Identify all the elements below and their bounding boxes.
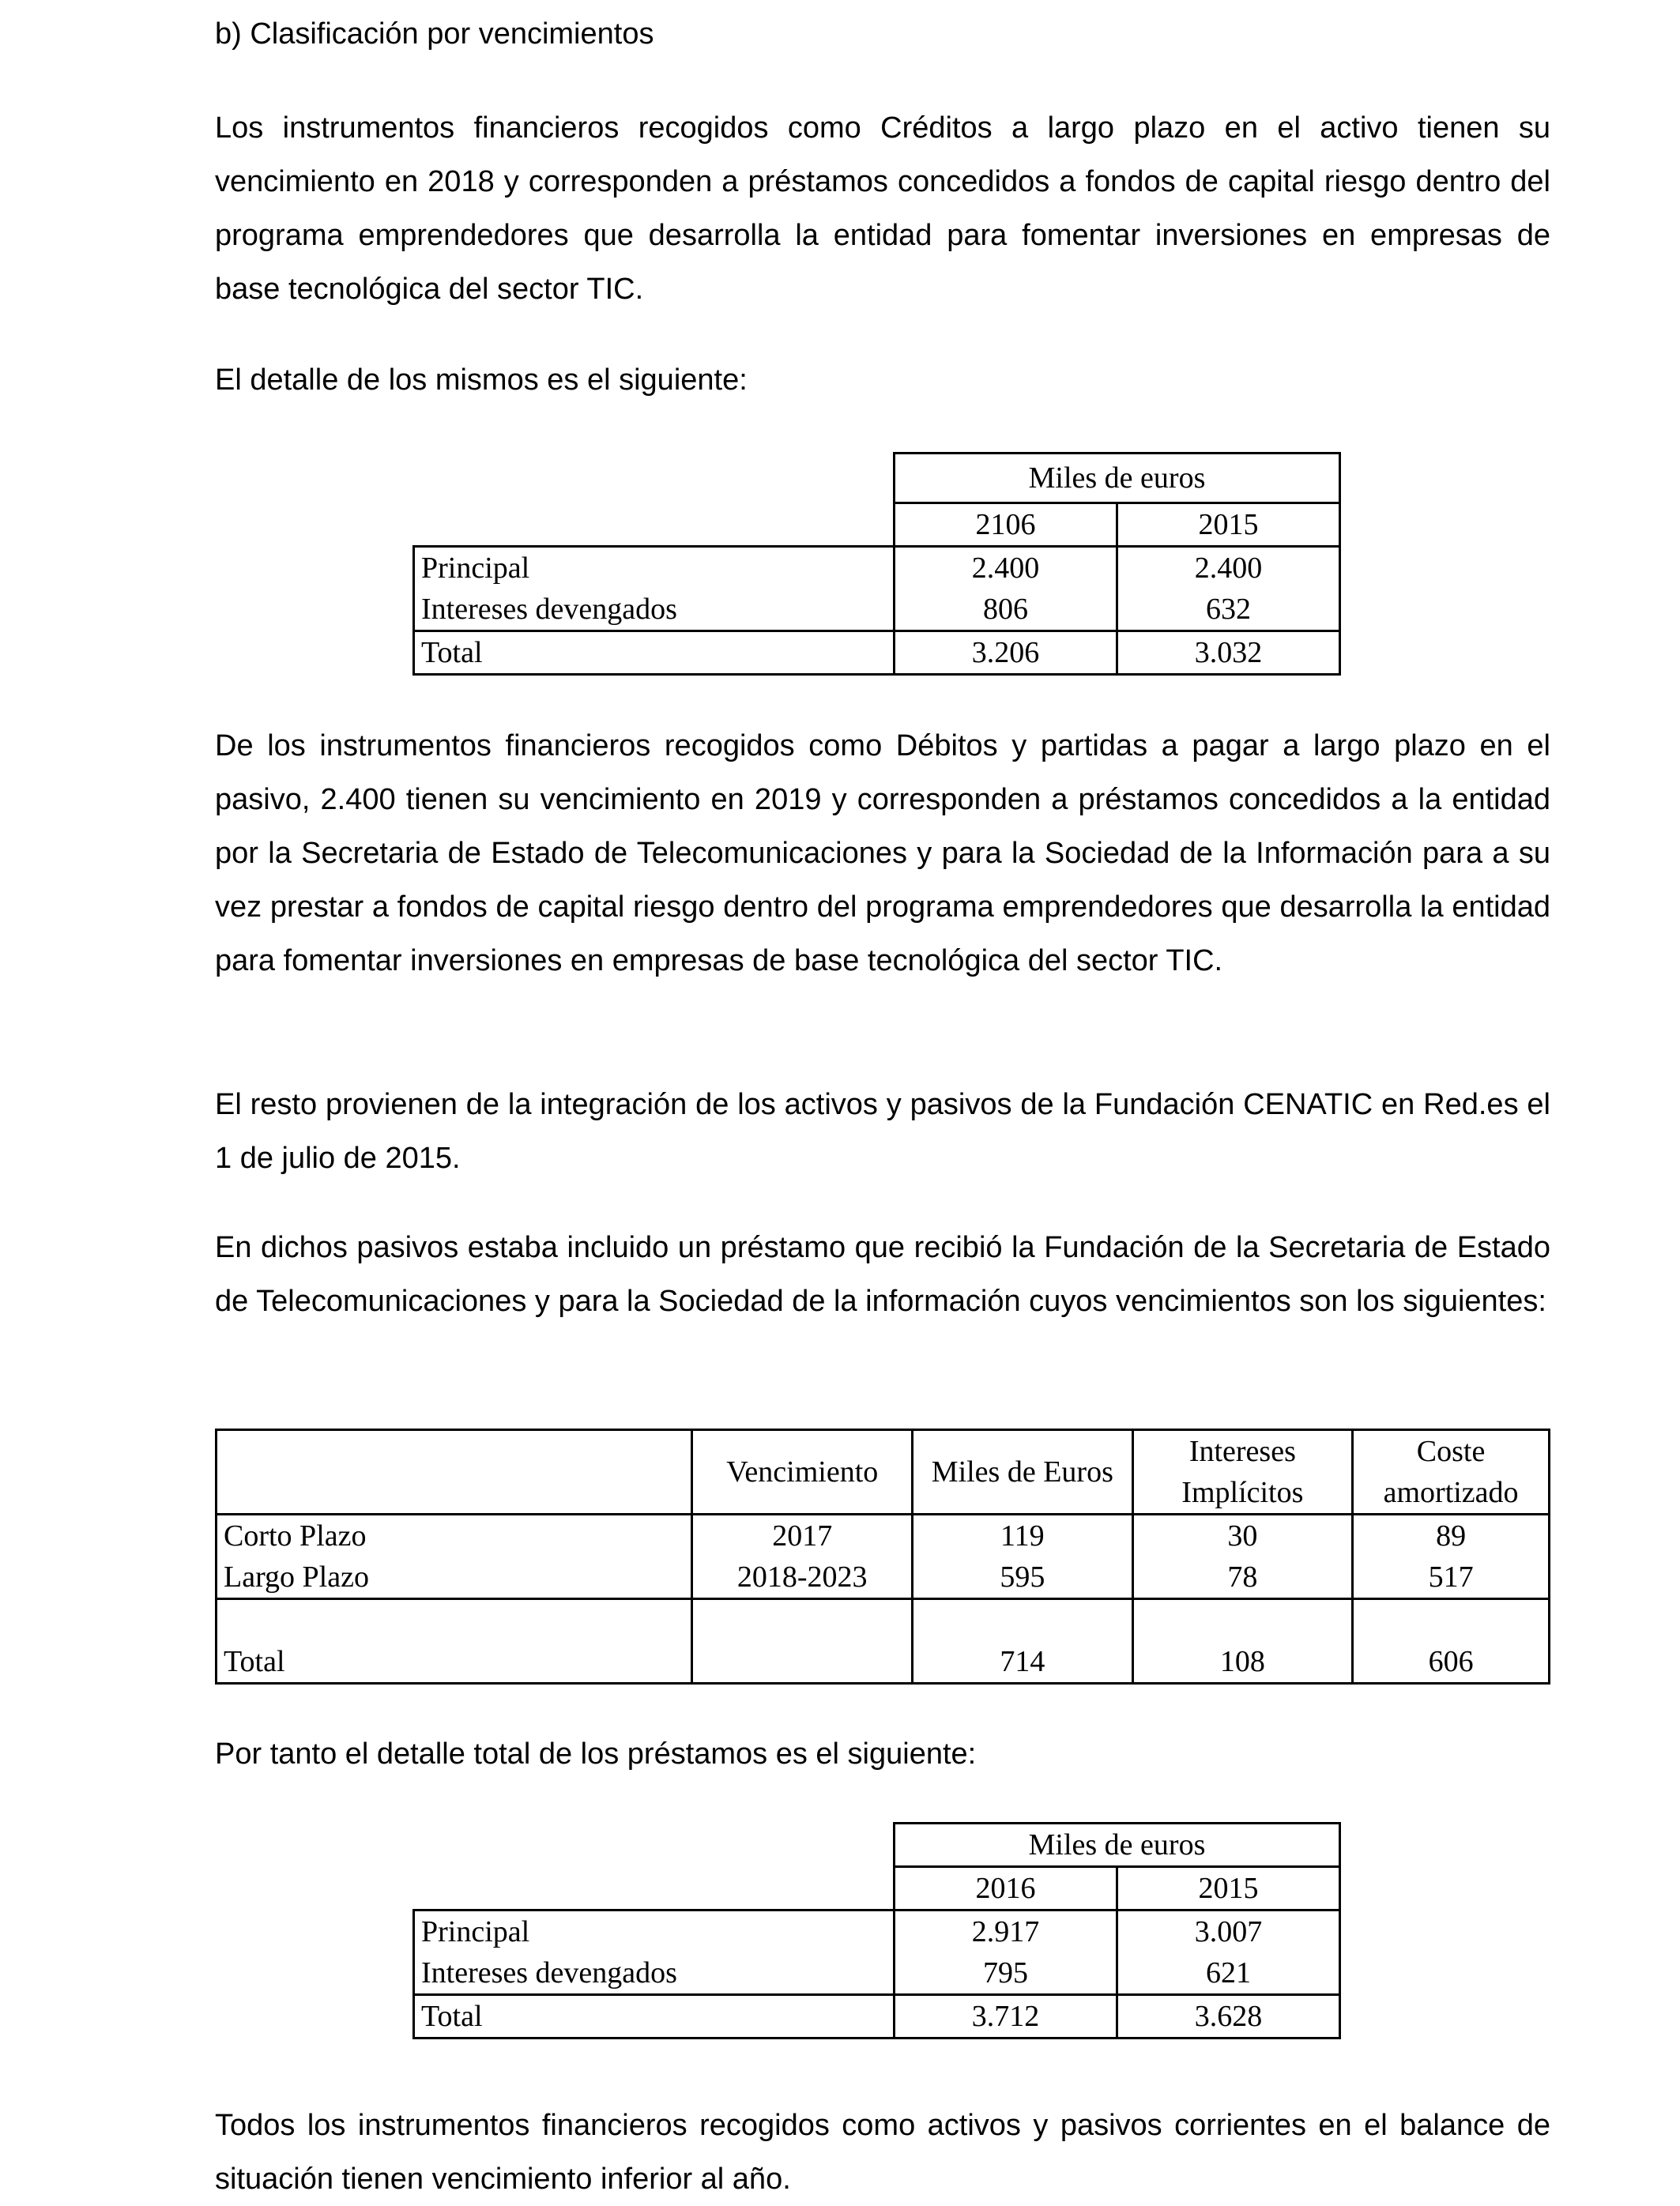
table3-header: Miles de euros [895,1824,1340,1867]
table2-row-label: Corto Plazo [217,1515,692,1557]
table3-cell: 3.628 [1117,1995,1340,2038]
table2-cell: 78 [1132,1557,1353,1599]
table1-cell: 3.032 [1117,631,1340,675]
table1-cell: 3.206 [895,631,1117,675]
paragraph-corrientes: Todos los instrumentos financieros recogidos como activos y pasivos corrientes en el balance de situación tienen vencimiento inferior al año. [215,2109,1550,2196]
paragraph-debitos: De los instrumentos financieros recogidos como Débitos y partidas a pagar a largo plazo en el pasivo, 2.400 tienen su vencimiento en 2019 y corresponden a préstamos concedidos a la entidad por la Secretaria de Estado de Telecomunicaciones y para la Sociedad de la Información para a su vez prestar a fondos de capital riesgo dentro del programa emprendedores que desarrolla la entidad para fomentar inversiones en empresas de base tecnológica del sector TIC. [215,729,1550,977]
table3-row-label: Total [414,1995,895,2038]
paragraph-creditos: Los instrumentos financieros recogidos como Créditos a largo plazo en el activo tienen su vencimiento en 2018 y corresponden a préstamos concedidos a fondos de capital riesgo dentro del programa emprendedores que desarrolla la entidad para fomentar inversiones en empresas de base tecnológica del sector TIC. [215,111,1550,306]
table2-cell: 2018-2023 [692,1557,913,1599]
table-creditos-detalle [412,452,1341,676]
table3-cell: 2.917 [895,1910,1117,1953]
table2-header-vencimiento: Vencimiento [692,1430,913,1515]
table3-row-label: Intereses devengados [414,1952,895,1995]
table2-header-miles: Miles de Euros [913,1430,1132,1515]
table2-cell: 606 [1353,1599,1550,1684]
table1-row-label: Intereses devengados [414,589,895,631]
table2-cell [692,1599,913,1684]
table2-row-label: Total [217,1599,692,1684]
table3-cell: 3.712 [895,1995,1117,2038]
table1-row-label: Total [414,631,895,675]
table1-cell: 2.400 [1117,547,1340,589]
table2-header-intereses-2: Implícitos [1132,1472,1353,1515]
paragraph-detalle-total: Por tanto el detalle total de los préstamos es el siguiente: [215,1737,977,1771]
table3-row-label: Principal [414,1910,895,1953]
table2-cell: 30 [1132,1515,1353,1557]
table2-cell: 595 [913,1557,1132,1599]
section-heading: b) Clasificación por vencimientos [215,17,654,51]
table1-cell: 2.400 [895,547,1117,589]
table2-header-coste-2: amortizado [1353,1472,1550,1515]
table2-cell: 108 [1132,1599,1353,1684]
table1-row-label: Principal [414,547,895,589]
table1-cell: 806 [895,589,1117,631]
table3-cell: 3.007 [1117,1910,1340,1953]
table2-header-coste: Coste [1353,1430,1550,1473]
table-prestamos-total [412,1822,1341,2039]
table3-year-1: 2016 [895,1867,1117,1910]
paragraph-resto: El resto provienen de la integración de los activos y pasivos de la Fundación CENATIC en Red.es el 1 de julio de 2015. [215,1088,1550,1175]
paragraph-detalle-intro: El detalle de los mismos es el siguiente: [215,363,748,397]
table3-year-2: 2015 [1117,1867,1340,1910]
table1-cell: 632 [1117,589,1340,631]
table2-cell: 89 [1353,1515,1550,1557]
table1-year-2: 2015 [1117,503,1340,547]
table2-cell: 2017 [692,1515,913,1557]
table2-header-intereses: Intereses [1132,1430,1353,1473]
paragraph-pasivos: En dichos pasivos estaba incluido un préstamo que recibió la Fundación de la Secretaria de Estado de Telecomunicaciones y para la Sociedad de la información cuyos vencimientos son los siguientes: [215,1231,1550,1318]
table1-header: Miles de euros [895,454,1340,503]
table1-year-1: 2106 [895,503,1117,547]
table2-cell: 714 [913,1599,1132,1684]
table-vencimientos [215,1429,1550,1685]
table3-cell: 795 [895,1952,1117,1995]
table2-row-label: Largo Plazo [217,1557,692,1599]
table2-cell: 119 [913,1515,1132,1557]
table3-cell: 621 [1117,1952,1340,1995]
table2-cell: 517 [1353,1557,1550,1599]
